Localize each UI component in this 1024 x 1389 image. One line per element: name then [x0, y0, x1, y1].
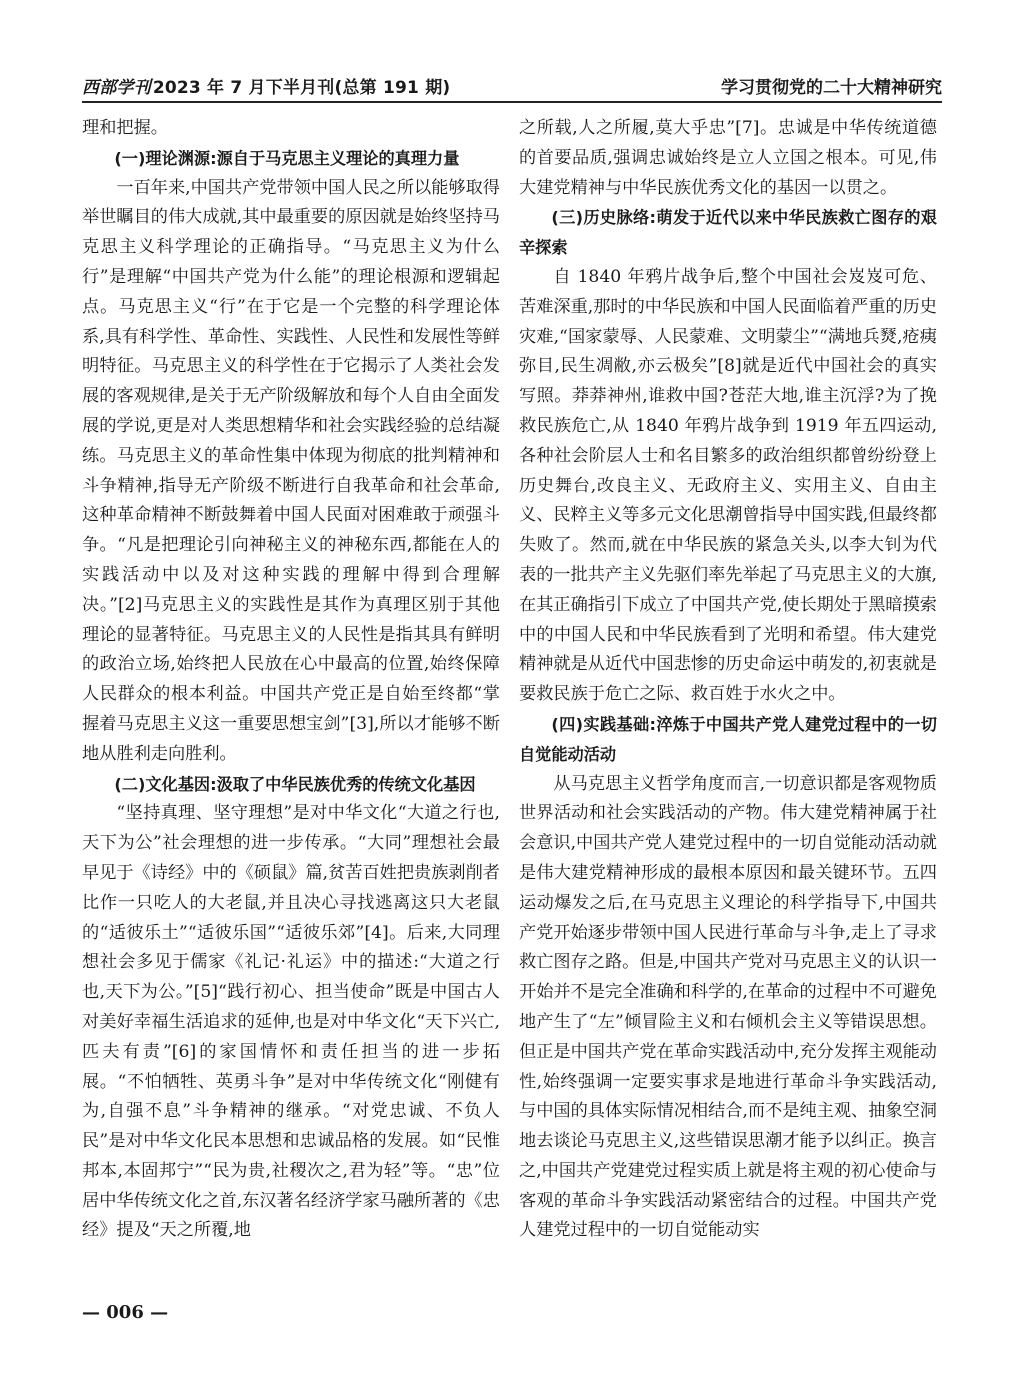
section-heading: (三)历史脉络:萌发于近代以来中华民族救亡图存的艰辛探索 [519, 208, 937, 258]
journal-logo: 西部学刊 [82, 78, 151, 98]
section-heading: (一)理论渊源:源自于马克思主义理论的真理力量 [114, 148, 460, 168]
paragraph: 自 1840 年鸦片战争后,整个中国社会岌岌可危、苦难深重,那时的中华民族和中国人民面临着严重的历史灾难,“国家蒙辱、人民蒙难、文明蒙尘”“满地兵燹,疮痍弥目,民生凋敝,亦云极矣”[8]就是近代中国社会的真实写照。莽莽神州,谁救中国?苍茫大地,谁主沉浮?为了挽救民族危亡,从 1840 年鸦片战争到 1919 年五四运动,各种社会阶层人士和名目繁多的政治组织都曾纷纷登上历史舞台,改良主义、无政府主义、实用主义、自由主义、民粹主义等多元文化思潮曾指导中国实践,但最终都失败了。然而,就在中华民族的紧急关头,以李大钊为代表的一批共产主义先驱们率先举起了马克思主义的大旗,在其正确指引下成立了中国共产党,使长期处于黑暗摸索中的中国人民和中华民族看到了光明和希望。伟大建党精神就是从近代中国悲惨的历史命运中萌发的,初衷就是要救民族于危亡之际、救百姓于水火之中。 [519, 266, 937, 705]
issue-info: 2023 年 7 月下半月刊(总第 191 期) [152, 78, 451, 98]
paragraph: 之所载,人之所履,莫大乎忠”[7]。忠诚是中华传统道德的首要品质,强调忠诚始终是立人立国之根本。可见,伟大建党精神与中华民族优秀文化的基因一以贯之。 [519, 118, 937, 198]
running-header [82, 73, 942, 101]
paragraph: 理和把握。 [82, 118, 168, 138]
page-number: — 006 — [82, 1302, 169, 1323]
section-title: 学习贯彻党的二十大精神研究 [721, 78, 942, 98]
paragraph: 一百年来,中国共产党带领中国人民之所以能够取得举世瞩目的伟大成就,其中最重要的原因就是始终坚持马克思主义科学理论的正确指导。“马克思主义为什么行”是理解“中国共产党为什么能”的理论根源和逻辑起点。马克思主义“行”在于它是一个完整的科学理论体系,具有科学性、革命性、实践性、人民性和发展性等鲜明特征。马克思主义的科学性在于它揭示了人类社会发展的客观规律,是关于无产阶级解放和每个人自由全面发展的学说,更是对人类思想精华和社会实践经验的总结凝练。马克思主义的革命性集中体现为彻底的批判精神和斗争精神,指导无产阶级不断进行自我革命和社会革命,这种革命精神不断鼓舞着中国人民面对困难敢于顽强斗争。“凡是把理论引向神秘主义的神秘东西,都能在人的实践活动中以及对这种实践的理解中得到合理解决。”[2]马克思主义的实践性是其作为真理区别于其他理论的显著特征。马克思主义的人民性是指其具有鲜明的政治立场,始终把人民放在心中最高的位置,始终保障人民群众的根本利益。中国共产党正是自始至终都“掌握着马克思主义这一重要思想宝剑”[3],所以才能够不断地从胜利走向胜利。 [82, 177, 500, 764]
paragraph: “坚持真理、坚守理想”是对中华文化“大道之行也,天下为公”社会理想的进一步传承。“大同”理想社会最早见于《诗经》中的《硕鼠》篇,贫苦百姓把贵族剥削者比作一只吃人的大老鼠,并且决心寻找逃离这只大老鼠的“适彼乐土”“适彼乐国”“适彼乐郊”[4]。后来,大同理想社会多见于儒家《礼记·礼运》中的描述:“大道之行也,天下为公。”[5]“践行初心、担当使命”既是中国古人对美好幸福生活追求的延伸,也是对中华文化“天下兴亡,匹夫有责”[6]的家国情怀和责任担当的进一步拓展。“不怕牺牲、英勇斗争”是对中华传统文化“刚健有为,自强不息”斗争精神的继承。“对党忠诚、不负人民”是对中华文化民本思想和忠诚品格的发展。如“民惟邦本,本固邦宁”“民为贵,社稷次之,君为轻”等。“忠”位居中华传统文化之首,东汉著名经济学家马融所著的《忠经》提及“天之所覆,地 [82, 803, 500, 1241]
section-heading: (二)文化基因:汲取了中华民族优秀的传统文化基因 [114, 774, 476, 794]
section-heading: (四)实践基础:淬炼于中国共产党人建党过程中的一切自觉能动活动 [519, 714, 937, 764]
paragraph: 从马克思主义哲学角度而言,一切意识都是客观物质世界活动和社会实践活动的产物。伟大建党精神属于社会意识,中国共产党人建党过程中的一切自觉能动活动就是伟大建党精神形成的最根本原因和最关键环节。五四运动爆发之后,在马克思主义理论的科学指导下,中国共产党开始逐步带领中国人民进行革命与斗争,走上了寻求救亡图存之路。但是,中国共产党对马克思主义的认识一开始并不是完全准确和科学的,在革命的过程中不可避免地产生了“左”倾冒险主义和右倾机会主义等错误思想。但正是中国共产党在革命实践活动中,充分发挥主观能动性,始终强调一定要实事求是地进行革命斗争实践活动,与中国的具体实际情况相结合,而不是纯主观、抽象空洞地去谈论马克思主义,这些错误思潮才能予以纠正。换言之,中国共产党建党过程实质上就是将主观的初心使命与客观的革命斗争实践活动紧密结合的过程。中国共产党人建党过程中的一切自觉能动实 [519, 773, 937, 1241]
header-rule [82, 101, 942, 103]
left-column [82, 114, 500, 1246]
journal-info [82, 73, 450, 98]
right-column [519, 114, 937, 1246]
